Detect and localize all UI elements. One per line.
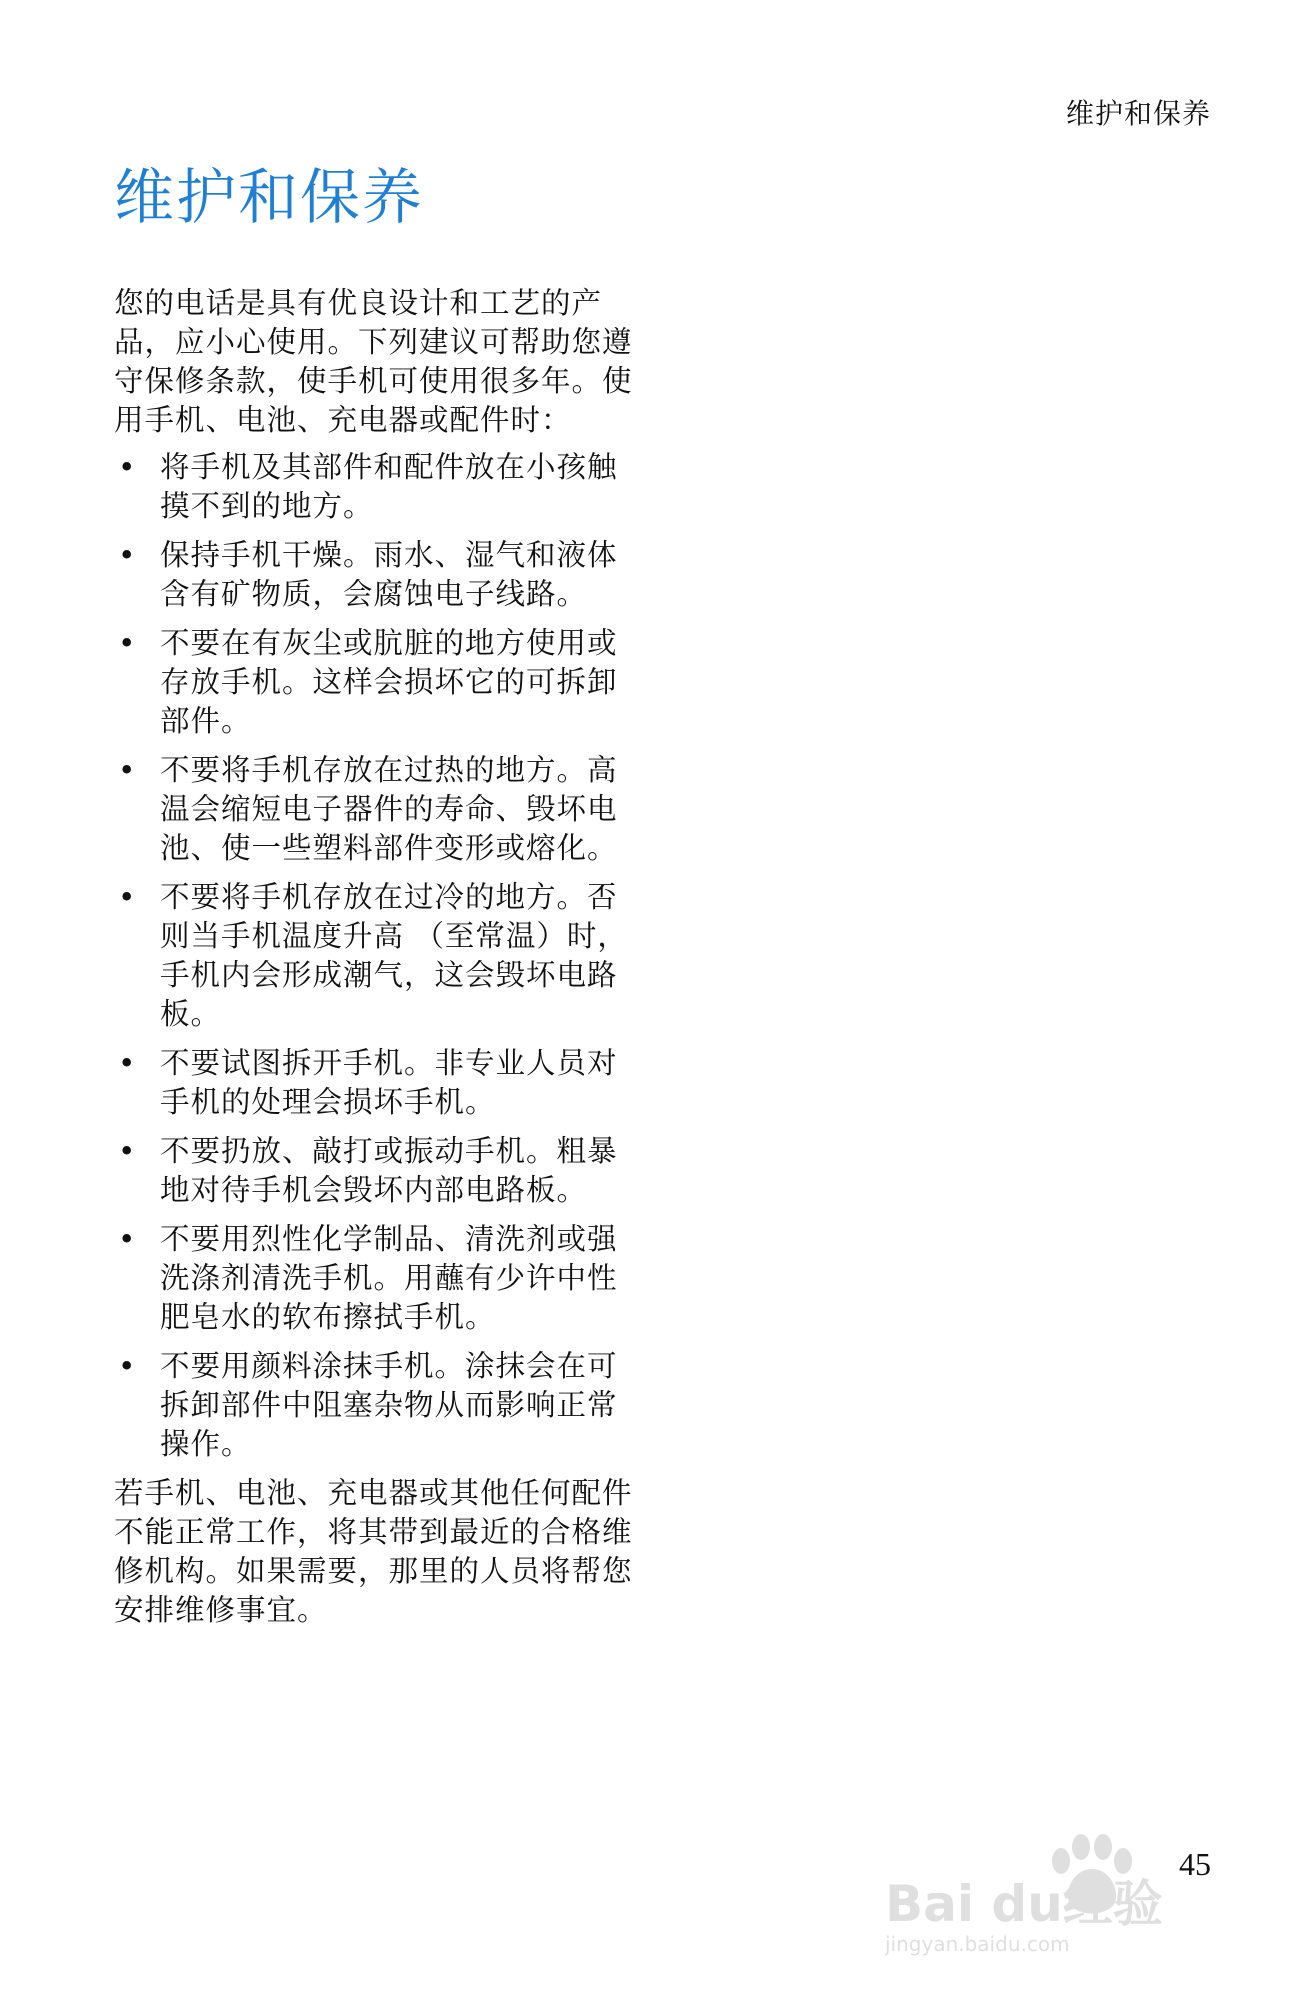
list-item-text: 不要将手机存放在过热的地方。高温会缩短电子器件的寿命、毁坏电池、使一些塑料部件变形或熔化。 <box>160 753 618 865</box>
list-item <box>114 624 644 741</box>
list-item-text: 保持手机干燥。雨水、湿气和液体含有矿物质，会腐蚀电子线路。 <box>160 538 618 611</box>
bullet-icon: • <box>118 626 137 660</box>
watermark-url-text: jingyan.baidu.com <box>885 1932 1070 1956</box>
list-item <box>114 1220 644 1337</box>
intro-paragraph: 您的电话是具有优良设计和工艺的产品，应小心使用。下列建议可帮助您遵守保修条款，使手机可使用很多年。使用手机、电池、充电器或配件时： <box>114 286 633 437</box>
running-header: 维护和保养 <box>1065 97 1211 130</box>
bullet-icon: • <box>118 753 137 787</box>
list-item-text: 不要扔放、敲打或振动手机。粗暴地对待手机会毁坏内部电路板。 <box>160 1134 618 1207</box>
list-item <box>114 878 644 1034</box>
bullet-icon: • <box>118 1046 137 1080</box>
watermark-brand-text: Bai du经验 <box>885 1875 1163 1933</box>
page-number: 45 <box>1179 1846 1211 1882</box>
list-item-text: 不要试图拆开手机。非专业人员对手机的处理会损坏手机。 <box>160 1046 618 1119</box>
baidu-jingyan-watermark <box>875 1809 1205 1959</box>
main-content <box>114 284 644 1638</box>
bullet-icon: • <box>118 1222 137 1256</box>
bullet-icon: • <box>118 1134 137 1168</box>
list-item <box>114 1347 644 1464</box>
bullet-icon: • <box>118 538 137 572</box>
care-tips-list <box>114 448 644 1464</box>
list-item <box>114 1132 644 1210</box>
list-item <box>114 536 644 614</box>
bullet-icon: • <box>118 880 137 914</box>
bullet-icon: • <box>118 450 137 484</box>
list-item-text: 不要在有灰尘或肮脏的地方使用或存放手机。这样会损坏它的可拆卸部件。 <box>160 626 618 738</box>
list-item-text: 不要用颜料涂抹手机。涂抹会在可拆卸部件中阻塞杂物从而影响正常操作。 <box>160 1349 618 1461</box>
list-item <box>114 751 644 868</box>
list-item-text: 将手机及其部件和配件放在小孩触摸不到的地方。 <box>160 450 618 523</box>
list-item <box>114 1044 644 1122</box>
list-item-text: 不要用烈性化学制品、清洗剂或强洗涤剂清洗手机。用蘸有少许中性肥皂水的软布擦拭手机。 <box>160 1222 618 1334</box>
closing-paragraph: 若手机、电池、充电器或其他任何配件不能正常工作，将其带到最近的合格维修机构。如果需要，那里的人员将帮您安排维修事宜。 <box>114 1476 633 1627</box>
bullet-icon: • <box>118 1349 137 1383</box>
page-title: 维护和保养 <box>114 163 424 233</box>
list-item <box>114 448 644 526</box>
list-item-text: 不要将手机存放在过冷的地方。否则当手机温度升高 （至常温）时，手机内会形成潮气，这会毁坏电路板。 <box>160 880 628 1031</box>
